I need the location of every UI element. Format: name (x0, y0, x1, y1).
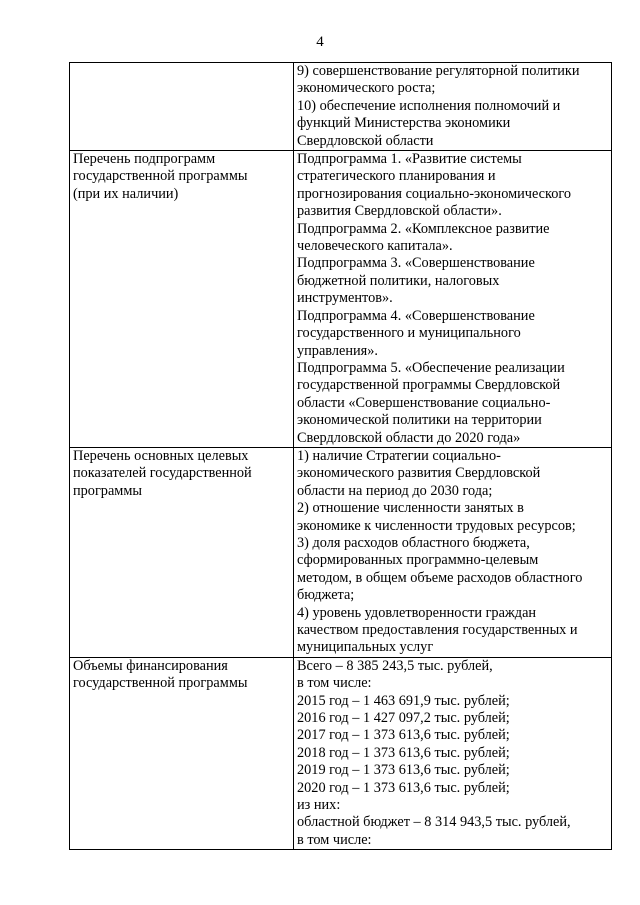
label-line: программы (73, 482, 143, 499)
text-line: сформированных программно-целевым (297, 552, 539, 569)
text-line: качеством предоставления государственных и (297, 622, 578, 638)
row-label-cell (70, 151, 294, 448)
label-line: государственной программы (73, 675, 248, 692)
text-line: 2016 год – 1 427 097,2 тыс. рублей; (297, 710, 510, 727)
text-line: в том числе: (297, 831, 372, 848)
text-line: 2017 год – 1 373 613,6 тыс. рублей; (297, 727, 510, 744)
label-line: Объемы финансирования (73, 657, 228, 674)
text-line: Всего – 8 385 243,5 тыс. рублей, (297, 657, 493, 674)
text-line: экономической политики на территории (297, 412, 542, 429)
table-row (70, 63, 612, 151)
row-label-cell (70, 63, 294, 151)
label-line: Перечень подпрограмм (73, 151, 216, 168)
row-value-cell (294, 151, 612, 448)
page-number: 4 (316, 34, 324, 50)
text-line: управления». (297, 342, 378, 359)
table-row (70, 447, 612, 657)
text-line: 2019 год – 1 373 613,6 тыс. рублей; (297, 762, 510, 779)
text-line: экономического роста; (297, 80, 436, 97)
row-value-cell (294, 447, 612, 657)
text-line: Подпрограмма 5. «Обеспечение реализации (297, 359, 565, 376)
text-line: государственной программы Свердловской (297, 377, 561, 394)
text-line: в том числе: (297, 675, 372, 692)
text-line: Подпрограмма 4. «Совершенствование (297, 307, 535, 324)
text-line: бюджетной политики, налоговых (297, 272, 500, 289)
text-line: 2) отношение численности занятых в (297, 500, 524, 517)
text-line: бюджета; (297, 587, 355, 604)
text-line: 1) наличие Стратегии социально- (297, 447, 501, 464)
text-line: из них: (297, 797, 341, 814)
row-label-cell (70, 447, 294, 657)
text-line: государственного и муниципального (297, 325, 521, 342)
label-line: показателей государственной (73, 465, 252, 482)
text-line: 4) уровень удовлетворенности граждан (297, 604, 537, 621)
text-line: человеческого капитала». (297, 238, 453, 255)
text-line: 3) доля расходов областного бюджета, (297, 534, 530, 551)
text-line: 2015 год – 1 463 691,9 тыс. рублей; (297, 692, 510, 709)
text-line: экономике к численности трудовых ресурсов; (297, 517, 576, 534)
text-line: муниципальных услуг (297, 639, 434, 656)
table-row (70, 657, 612, 849)
text-line: прогнозирования социально-экономического (297, 185, 572, 202)
text-line: методом, в общем объеме расходов областного (297, 569, 583, 586)
text-line: 2020 год – 1 373 613,6 тыс. рублей; (297, 779, 510, 796)
text-line: экономического развития Свердловской (297, 465, 541, 482)
text-line: 2018 год – 1 373 613,6 тыс. рублей; (297, 744, 510, 761)
row-label-cell (70, 657, 294, 849)
text-line: Подпрограмма 2. «Комплексное развитие (297, 220, 550, 237)
program-passport-table (69, 62, 612, 850)
text-line: Подпрограмма 1. «Развитие системы (297, 151, 522, 168)
text-line: инструментов». (297, 290, 393, 307)
text-line: Подпрограмма 3. «Совершенствование (297, 255, 535, 272)
text-line: стратегического планирования и (297, 168, 496, 185)
text-line: развития Свердловской области». (297, 203, 502, 220)
text-line: 9) совершенствование регуляторной политики (297, 63, 580, 79)
label-line: государственной программы (73, 168, 248, 185)
row-value-cell (294, 63, 612, 151)
text-line: 10) обеспечение исполнения полномочий и (297, 97, 561, 114)
table-row (70, 151, 612, 448)
text-line: области «Совершенствование социально- (297, 394, 551, 411)
text-line: области на период до 2030 года; (297, 482, 493, 499)
text-line: Свердловской области (297, 132, 434, 149)
text-line: функций Министерства экономики (297, 115, 511, 132)
text-line: областной бюджет – 8 314 943,5 тыс. рублей, (297, 814, 571, 831)
label-line: (при их наличии) (73, 185, 179, 202)
text-line: Свердловской области до 2020 года» (297, 429, 521, 446)
row-value-cell (294, 657, 612, 849)
label-line: Перечень основных целевых (73, 447, 249, 464)
